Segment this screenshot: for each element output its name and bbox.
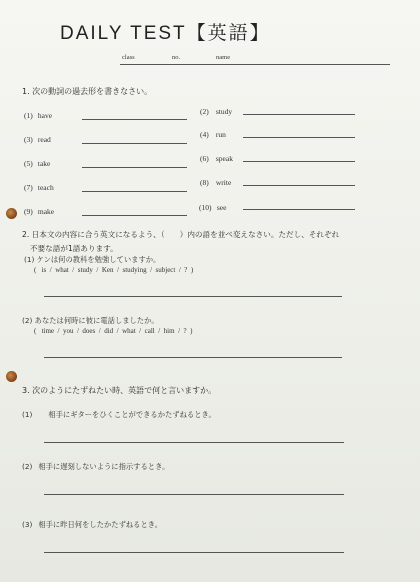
item-word: teach <box>37 183 54 192</box>
answer-line[interactable] <box>82 191 187 192</box>
item-number: (1) <box>24 111 33 120</box>
q3-instruction: 3. 次のようにたずねたい時、英語で何と言いますか。 <box>22 386 217 395</box>
item-word: make <box>37 207 55 216</box>
item-text: 相手にギターをひくことができるかたずねるとき。 <box>48 410 216 419</box>
word-bank: ( is / what / study / Ken / studying / subject / ? ) <box>34 266 194 274</box>
q1-item <box>200 130 226 139</box>
q1-item <box>24 135 51 144</box>
q3-item <box>22 410 216 420</box>
q2-instruction-cont: 不要な語が1語あります。 <box>30 244 118 253</box>
q1-instruction: 1. 次の動詞の過去形を書きなさい。 <box>22 87 153 96</box>
q3-item <box>22 462 169 472</box>
item-number: (3) <box>24 135 33 144</box>
item-number: (9) <box>24 207 33 216</box>
answer-line[interactable] <box>243 137 355 138</box>
item-number: (10) <box>199 203 212 212</box>
answer-line[interactable] <box>243 185 355 186</box>
answer-line[interactable] <box>243 161 355 162</box>
q1-item <box>24 111 52 120</box>
class-label: class <box>122 54 135 61</box>
q2-item-prompt: (2) あなたは何時に彼に電話しましたか。 <box>22 316 159 325</box>
q1-item <box>24 159 50 168</box>
item-text: 相手に遅刻しないように指示するとき。 <box>38 462 170 471</box>
name-label: name <box>216 54 231 61</box>
item-word: read <box>37 135 51 144</box>
q1-item <box>200 178 231 187</box>
binder-hole <box>6 371 17 382</box>
item-number: (8) <box>200 178 209 187</box>
item-number: (1) <box>22 410 33 419</box>
info-answer-line[interactable] <box>120 64 390 65</box>
answer-line[interactable] <box>82 167 187 168</box>
answer-line[interactable] <box>82 143 187 144</box>
item-word: speak <box>215 154 233 163</box>
item-number: (4) <box>200 130 209 139</box>
answer-line[interactable] <box>243 209 355 210</box>
page-title: DAILY TEST【英語】 <box>60 23 271 44</box>
q1-item <box>24 183 54 192</box>
answer-line[interactable] <box>44 357 342 358</box>
item-number: (2) <box>22 462 33 471</box>
item-word: write <box>215 178 232 187</box>
student-info-line <box>120 56 390 66</box>
item-number: (7) <box>24 183 33 192</box>
item-word: run <box>215 130 226 139</box>
answer-line[interactable] <box>82 119 187 120</box>
answer-line[interactable] <box>44 442 344 443</box>
answer-line[interactable] <box>44 296 342 297</box>
item-word: have <box>37 111 53 120</box>
q3-item <box>22 520 162 530</box>
item-word: study <box>215 107 233 116</box>
q2-instruction: 2. 日本文の内容に合う英文になるよう、（ ）内の語を並べ変えなさい。ただし、それぞれ <box>22 230 340 239</box>
item-number: (6) <box>200 154 209 163</box>
word-bank: ( time / you / does / did / what / call / him / ? ) <box>34 327 193 335</box>
q1-item <box>200 107 232 116</box>
item-word: see <box>216 203 227 212</box>
item-word: take <box>37 159 51 168</box>
answer-line[interactable] <box>243 114 355 115</box>
item-number: (5) <box>24 159 33 168</box>
item-text: 相手に昨日何をしたかたずねるとき。 <box>38 520 163 529</box>
binder-hole <box>6 208 17 219</box>
answer-line[interactable] <box>82 215 187 216</box>
q1-item <box>199 203 226 212</box>
answer-line[interactable] <box>44 494 344 495</box>
item-number: (2) <box>200 107 209 116</box>
item-number: (3) <box>22 520 33 529</box>
q1-item <box>200 154 233 163</box>
no-label: no. <box>172 54 181 61</box>
q2-item-prompt: (1) ケンは何の教科を勉強していますか。 <box>24 255 161 264</box>
answer-line[interactable] <box>44 552 344 553</box>
q1-item <box>24 207 54 216</box>
